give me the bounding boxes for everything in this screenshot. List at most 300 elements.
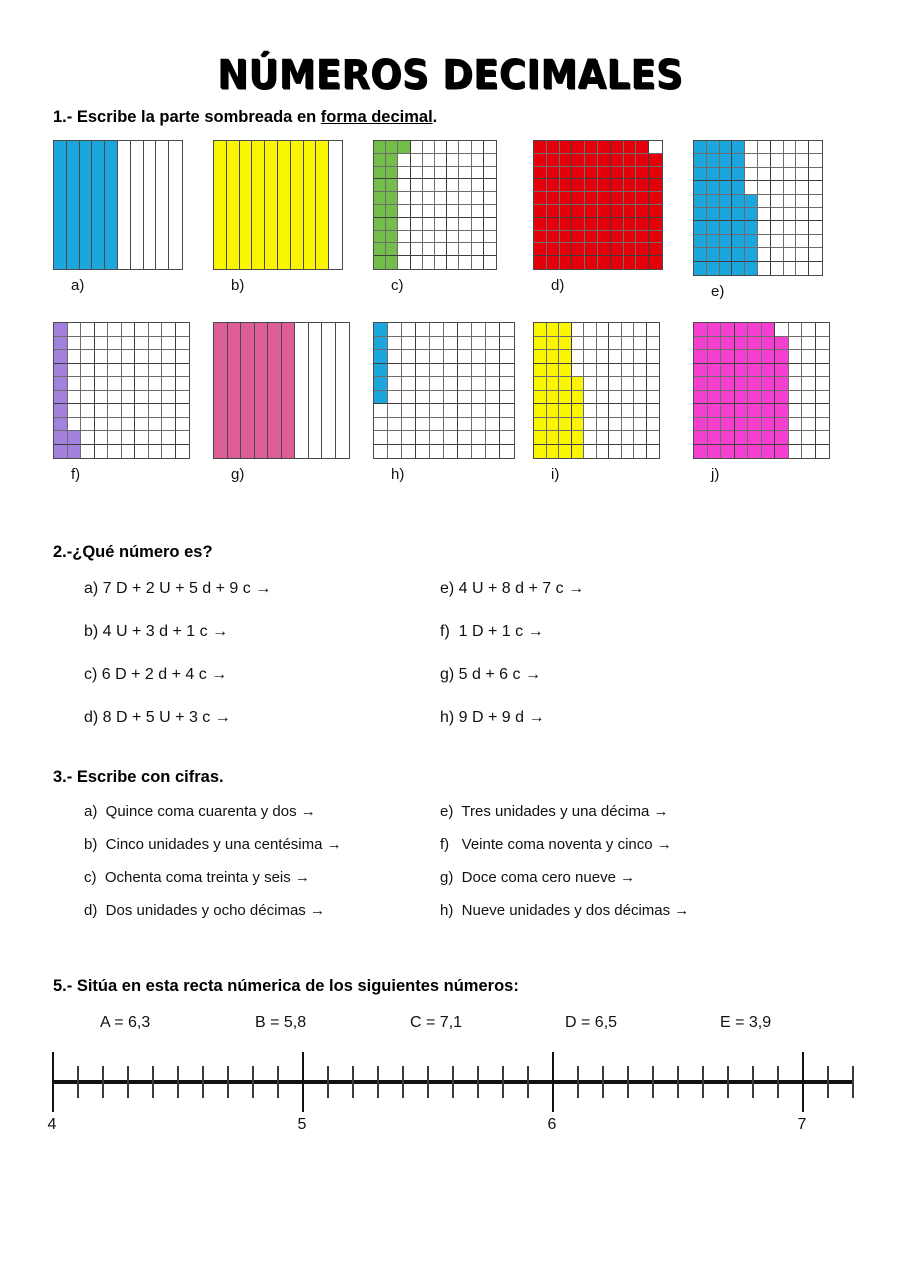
figure-cell — [176, 377, 190, 391]
figure-cell — [484, 141, 496, 154]
figure-cell — [611, 231, 624, 244]
figure-cell — [54, 350, 68, 364]
figure-cell — [423, 179, 435, 192]
figure-cell — [435, 243, 447, 256]
figure-cell — [721, 391, 735, 405]
number-line-minor-tick — [652, 1066, 654, 1098]
figure-cell — [444, 445, 458, 459]
exercise5-values-row — [0, 1014, 900, 1032]
figure-cell — [762, 431, 776, 445]
figure-cell — [789, 418, 803, 432]
figure-cell — [149, 404, 163, 418]
figure-cell — [609, 404, 622, 418]
figure-cell — [162, 364, 176, 378]
figure-cell — [622, 431, 635, 445]
figure-cell — [649, 192, 662, 205]
figure-strip — [227, 141, 240, 269]
figure-cell — [611, 205, 624, 218]
figure-cell — [789, 350, 803, 364]
figure-cell — [649, 167, 662, 180]
figure-cell — [54, 323, 68, 337]
figure-cell — [435, 231, 447, 244]
figure-cell — [597, 350, 610, 364]
figure-cell — [162, 391, 176, 405]
figure-cell — [758, 195, 771, 208]
figure-cell — [720, 181, 733, 194]
figure-cell — [458, 323, 472, 337]
figure-cell — [572, 323, 585, 337]
figure-cell — [559, 323, 572, 337]
figure-cell — [416, 377, 430, 391]
figure-cell — [416, 364, 430, 378]
figure-cell — [748, 418, 762, 432]
figure-cell — [486, 445, 500, 459]
figure-cell — [802, 418, 816, 432]
figure-cell — [762, 323, 776, 337]
figure-cell — [762, 391, 776, 405]
figure-cell — [411, 179, 423, 192]
figure-cell — [386, 141, 398, 154]
figure-cell — [694, 235, 707, 248]
figure-cell — [444, 431, 458, 445]
figure-cell — [758, 141, 771, 154]
figure-cell — [721, 350, 735, 364]
figure-cell — [374, 364, 388, 378]
figure-grid — [693, 322, 830, 459]
figure-cell — [694, 418, 708, 432]
figure-cell — [402, 323, 416, 337]
figure-cell — [416, 404, 430, 418]
number-line-value: D = 6,5 — [565, 1014, 618, 1031]
figure-cell — [758, 154, 771, 167]
figure-cell — [484, 154, 496, 167]
figure-h — [373, 322, 533, 483]
figure-cell — [135, 377, 149, 391]
figure-cell — [416, 445, 430, 459]
figure-cell — [720, 248, 733, 261]
figure-grid — [533, 140, 663, 270]
exercise3-item: c) Ochenta coma treinta y seis → — [84, 869, 310, 886]
figure-cell — [68, 418, 82, 432]
figure-cell — [472, 218, 484, 231]
figure-cell — [459, 256, 471, 269]
figure-cell — [484, 192, 496, 205]
figure-cell — [584, 431, 597, 445]
figure-cell — [472, 192, 484, 205]
figure-cell — [598, 218, 611, 231]
figure-cell — [597, 404, 610, 418]
figure-cell — [447, 243, 459, 256]
figure-strip — [54, 141, 67, 269]
figure-cell — [486, 323, 500, 337]
figure-cell — [771, 221, 784, 234]
figure-cell — [809, 221, 822, 234]
figure-cell — [762, 337, 776, 351]
figure-cell — [771, 208, 784, 221]
figure-cell — [486, 350, 500, 364]
figure-cell — [694, 364, 708, 378]
figure-cell — [622, 445, 635, 459]
figure-grid — [53, 322, 190, 459]
figure-cell — [694, 445, 708, 459]
figure-label: g) — [231, 466, 245, 483]
figure-cell — [721, 337, 735, 351]
number-line-minor-tick — [727, 1066, 729, 1098]
figure-strip — [278, 141, 291, 269]
figure-grid — [213, 140, 343, 270]
figure-cell — [784, 262, 797, 275]
figure-cell — [534, 205, 547, 218]
number-line-minor-tick — [227, 1066, 229, 1098]
figure-cell — [624, 167, 637, 180]
figure-cell — [585, 218, 598, 231]
figure-cell — [547, 391, 560, 405]
figure-cell — [447, 205, 459, 218]
figure-cell — [459, 231, 471, 244]
figure-cell — [708, 350, 722, 364]
figure-strip — [67, 141, 80, 269]
figure-cell — [68, 431, 82, 445]
number-line-label: 6 — [547, 1116, 557, 1133]
figure-cell — [809, 141, 822, 154]
figure-cell — [447, 256, 459, 269]
figure-cell — [647, 337, 660, 351]
figure-cell — [534, 154, 547, 167]
figure-cell — [534, 243, 547, 256]
figure-cell — [430, 445, 444, 459]
figure-cell — [547, 218, 560, 231]
figure-cell — [560, 218, 573, 231]
figure-cell — [789, 337, 803, 351]
figure-cell — [745, 208, 758, 221]
figure-cell — [534, 256, 547, 269]
figure-cell — [54, 404, 68, 418]
figure-label: a) — [71, 277, 85, 294]
figure-cell — [771, 235, 784, 248]
figure-cell — [609, 323, 622, 337]
figure-cell — [585, 205, 598, 218]
exercise2-item: e) 4 U + 8 d + 7 c → — [440, 580, 585, 597]
number-line-minor-tick — [627, 1066, 629, 1098]
number-line-minor-tick — [152, 1066, 154, 1098]
figure-cell — [374, 205, 386, 218]
figure-cell — [647, 350, 660, 364]
figure-cell — [108, 377, 122, 391]
figure-cell — [585, 231, 598, 244]
figure-cell — [435, 218, 447, 231]
figure-cell — [597, 431, 610, 445]
figure-cell — [472, 364, 486, 378]
figure-strip — [131, 141, 144, 269]
figure-cell — [636, 205, 649, 218]
number-line-minor-tick — [352, 1066, 354, 1098]
figure-cell — [149, 337, 163, 351]
figure-cell — [796, 181, 809, 194]
exercise2-item: g) 5 d + 6 c → — [440, 666, 541, 683]
figure-cell — [458, 404, 472, 418]
figure-label: i) — [551, 466, 560, 483]
exercise3-body — [0, 803, 900, 935]
figure-cell — [430, 404, 444, 418]
figure-cell — [459, 243, 471, 256]
figure-cell — [486, 404, 500, 418]
figure-cell — [572, 192, 585, 205]
figure-cell — [694, 404, 708, 418]
figure-cell — [108, 445, 122, 459]
figure-cell — [572, 350, 585, 364]
figure-cell — [459, 179, 471, 192]
figure-cell — [149, 323, 163, 337]
figure-cell — [584, 337, 597, 351]
exercise3-heading: 3.- Escribe con cifras. — [53, 768, 224, 786]
figure-cell — [534, 364, 547, 378]
figure-cell — [694, 377, 708, 391]
figure-cell — [622, 350, 635, 364]
figure-cell — [108, 350, 122, 364]
figure-cell — [374, 350, 388, 364]
figure-cell — [484, 167, 496, 180]
figure-cell — [572, 418, 585, 432]
figure-cell — [411, 167, 423, 180]
figure-cell — [745, 141, 758, 154]
figure-cell — [634, 391, 647, 405]
figure-cell — [458, 337, 472, 351]
figure-cell — [435, 179, 447, 192]
figure-cell — [584, 350, 597, 364]
figure-cell — [534, 192, 547, 205]
figure-cell — [411, 218, 423, 231]
figure-cell — [430, 418, 444, 432]
figure-label: d) — [551, 277, 565, 294]
figure-cell — [411, 141, 423, 154]
figure-grid — [213, 322, 350, 459]
figure-cell — [500, 337, 514, 351]
figure-cell — [572, 431, 585, 445]
figure-cell — [386, 243, 398, 256]
figure-cell — [649, 231, 662, 244]
figure-cell — [416, 350, 430, 364]
figure-cell — [444, 323, 458, 337]
figure-cell — [598, 179, 611, 192]
figure-cell — [597, 323, 610, 337]
figure-cell — [435, 167, 447, 180]
number-line-minor-tick — [852, 1066, 854, 1098]
figure-cell — [758, 221, 771, 234]
figure-cell — [816, 364, 830, 378]
number-line-minor-tick — [602, 1066, 604, 1098]
figure-cell — [176, 391, 190, 405]
figure-cell — [796, 195, 809, 208]
figure-cell — [135, 364, 149, 378]
exercise3-left-column — [0, 803, 430, 935]
figure-cell — [486, 391, 500, 405]
figure-cell — [162, 350, 176, 364]
figure-strip — [92, 141, 105, 269]
figure-cell — [609, 377, 622, 391]
figure-cell — [735, 337, 749, 351]
figure-cell — [597, 337, 610, 351]
figure-cell — [149, 418, 163, 432]
figure-cell — [622, 364, 635, 378]
figure-cell — [745, 262, 758, 275]
figure-cell — [762, 364, 776, 378]
figure-cell — [149, 431, 163, 445]
figure-cell — [816, 377, 830, 391]
figure-cell — [108, 337, 122, 351]
figure-cell — [634, 323, 647, 337]
figure-cell — [374, 231, 386, 244]
figure-strip — [214, 141, 227, 269]
figure-cell — [534, 167, 547, 180]
figure-cell — [374, 154, 386, 167]
figure-cell — [609, 445, 622, 459]
figure-cell — [758, 181, 771, 194]
figure-cell — [416, 323, 430, 337]
figure-strip — [322, 323, 336, 458]
figure-cell — [374, 445, 388, 459]
figure-cell — [176, 404, 190, 418]
figure-cell — [585, 179, 598, 192]
figure-cell — [649, 205, 662, 218]
figure-label: b) — [231, 277, 245, 294]
figure-cell — [735, 323, 749, 337]
figure-j — [693, 322, 853, 483]
figure-cell — [411, 243, 423, 256]
figure-cell — [388, 337, 402, 351]
figure-cell — [444, 337, 458, 351]
figure-cell — [95, 404, 109, 418]
figure-cell — [647, 391, 660, 405]
figure-cell — [721, 377, 735, 391]
figure-cell — [611, 243, 624, 256]
figure-cell — [634, 445, 647, 459]
figure-cell — [95, 445, 109, 459]
figure-grid — [53, 140, 183, 270]
figure-cell — [624, 192, 637, 205]
figure-cell — [398, 154, 410, 167]
figure-cell — [162, 404, 176, 418]
figure-cell — [624, 154, 637, 167]
figure-cell — [484, 243, 496, 256]
figure-cell — [597, 418, 610, 432]
number-line-minor-tick — [477, 1066, 479, 1098]
figure-strip — [291, 141, 304, 269]
figure-cell — [534, 179, 547, 192]
figure-cell — [398, 256, 410, 269]
figure-cell — [732, 195, 745, 208]
figure-cell — [472, 205, 484, 218]
figure-cell — [500, 350, 514, 364]
figure-cell — [816, 445, 830, 459]
figure-cell — [108, 431, 122, 445]
figure-cell — [748, 350, 762, 364]
number-line-label: 7 — [797, 1116, 807, 1133]
figure-cell — [435, 154, 447, 167]
figure-cell — [135, 404, 149, 418]
figure-cell — [374, 141, 386, 154]
figure-label: h) — [391, 466, 405, 483]
figure-cell — [598, 256, 611, 269]
figure-cell — [560, 243, 573, 256]
figure-cell — [411, 205, 423, 218]
figure-cell — [707, 154, 720, 167]
figure-cell — [789, 391, 803, 405]
figure-cell — [748, 404, 762, 418]
figure-cell — [374, 192, 386, 205]
figure-b — [213, 140, 373, 300]
figure-cell — [402, 404, 416, 418]
figure-cell — [802, 323, 816, 337]
figure-cell — [745, 181, 758, 194]
figure-cell — [149, 391, 163, 405]
figure-cell — [694, 195, 707, 208]
figure-cell — [816, 350, 830, 364]
figure-cell — [459, 141, 471, 154]
figure-cell — [472, 256, 484, 269]
figure-cell — [388, 404, 402, 418]
figure-cell — [584, 391, 597, 405]
figure-cell — [534, 445, 547, 459]
figure-cell — [95, 377, 109, 391]
figure-cell — [68, 404, 82, 418]
figure-cell — [732, 181, 745, 194]
figure-cell — [559, 337, 572, 351]
figure-cell — [647, 431, 660, 445]
figure-cell — [585, 141, 598, 154]
figure-cell — [585, 192, 598, 205]
figure-cell — [54, 445, 68, 459]
figure-cell — [816, 323, 830, 337]
figure-cell — [459, 192, 471, 205]
figure-cell — [622, 377, 635, 391]
figure-cell — [402, 431, 416, 445]
exercise2-body — [0, 580, 900, 752]
figure-cell — [500, 391, 514, 405]
figure-cell — [122, 364, 136, 378]
figure-cell — [572, 231, 585, 244]
figure-cell — [748, 364, 762, 378]
figure-cell — [472, 323, 486, 337]
figure-cell — [447, 179, 459, 192]
figure-cell — [636, 179, 649, 192]
figure-cell — [634, 337, 647, 351]
figure-strip — [295, 323, 309, 458]
figure-cell — [721, 418, 735, 432]
figure-cell — [547, 431, 560, 445]
figure-cell — [758, 235, 771, 248]
exercise2-heading: 2.-¿Qué número es? — [53, 543, 213, 561]
figure-g — [213, 322, 373, 483]
figure-cell — [732, 141, 745, 154]
figure-cell — [816, 391, 830, 405]
figure-cell — [647, 364, 660, 378]
figure-cell — [54, 337, 68, 351]
figure-cell — [108, 323, 122, 337]
figure-cell — [708, 377, 722, 391]
figure-cell — [398, 243, 410, 256]
figure-cell — [430, 391, 444, 405]
exercise3-item: f) Veinte coma noventa y cinco → — [440, 836, 672, 853]
figure-cell — [560, 192, 573, 205]
figure-cell — [534, 377, 547, 391]
figure-cell — [598, 154, 611, 167]
figure-strip — [255, 323, 269, 458]
figure-cell — [81, 391, 95, 405]
figure-cell — [472, 243, 484, 256]
figure-strip — [144, 141, 157, 269]
figure-cell — [447, 167, 459, 180]
figure-cell — [597, 445, 610, 459]
